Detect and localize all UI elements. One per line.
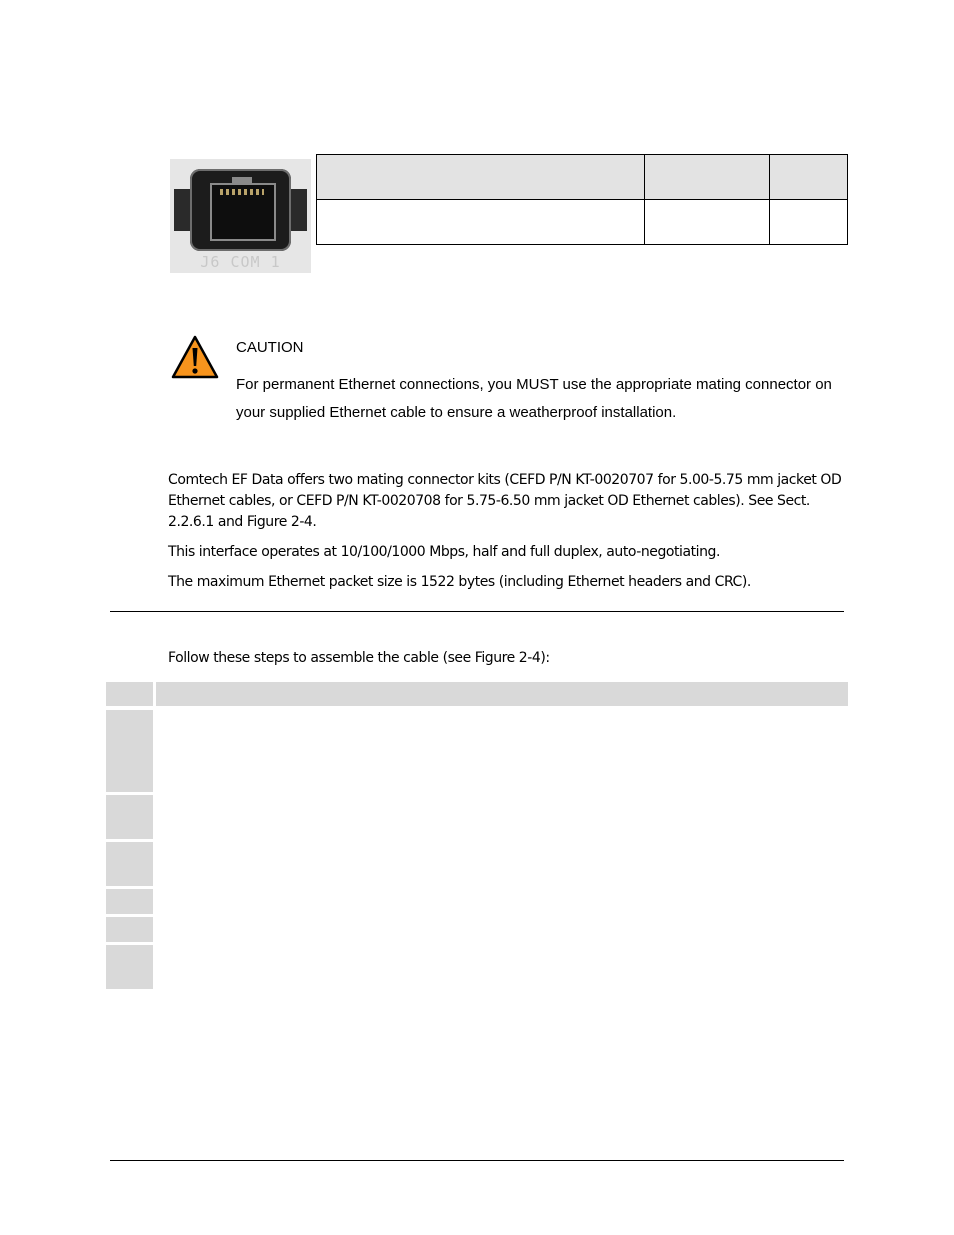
rj45-latch-slot (232, 177, 252, 185)
step-number-cell (106, 945, 153, 989)
assembly-intro-paragraph: Follow these steps to assemble the cable (see Figure 2-4): (168, 650, 550, 666)
connector-table (316, 154, 848, 245)
warning-triangle-icon (171, 335, 219, 379)
rj45-connector-photo (170, 159, 311, 273)
step-number-cell (106, 889, 153, 914)
step-number-cell (106, 795, 153, 839)
rj45-pins (220, 189, 264, 195)
connector-table-header-cell (645, 155, 770, 200)
connector-left-clip (174, 189, 190, 231)
connector-table-cell (645, 200, 770, 245)
steps-table-header-step (106, 682, 153, 706)
connector-table-row (317, 200, 848, 245)
interface-speed-paragraph: This interface operates at 10/100/1000 Mbps, half and full duplex, auto-negotiating. (168, 544, 720, 560)
connector-table-header (317, 155, 848, 200)
connector-label: J6 COM 1 (200, 253, 281, 271)
connector-table-header-cell (770, 155, 848, 200)
connector-table-header-cell (317, 155, 645, 200)
packet-size-paragraph: The maximum Ethernet packet size is 1522 bytes (including Ethernet headers and CRC). (168, 574, 751, 590)
caution-title: CAUTION (236, 339, 304, 356)
step-number-cell (106, 917, 153, 942)
connector-table-cell (770, 200, 848, 245)
section-divider (110, 611, 844, 612)
caution-text: For permanent Ethernet connections, you MUST use the appropriate mating connector on your supplied Ethernet cable to ensure a weatherproof installation. (236, 376, 832, 421)
steps-table-header-description (156, 682, 848, 706)
footer-rule (110, 1160, 844, 1161)
step-number-cell (106, 842, 153, 886)
mating-kits-paragraph: Comtech EF Data offers two mating connector kits (CEFD P/N KT-0020707 for 5.00-5.75 mm jacket OD Ethernet cables, or CEFD P/N KT-0020708 for 5.75-6.50 mm jacket OD Ethernet cables). See Sect. 2.2.6.1 and Figure 2-4. (168, 472, 842, 530)
connector-right-clip (291, 189, 307, 231)
step-number-cell (106, 710, 153, 792)
connector-table-cell (317, 200, 645, 245)
